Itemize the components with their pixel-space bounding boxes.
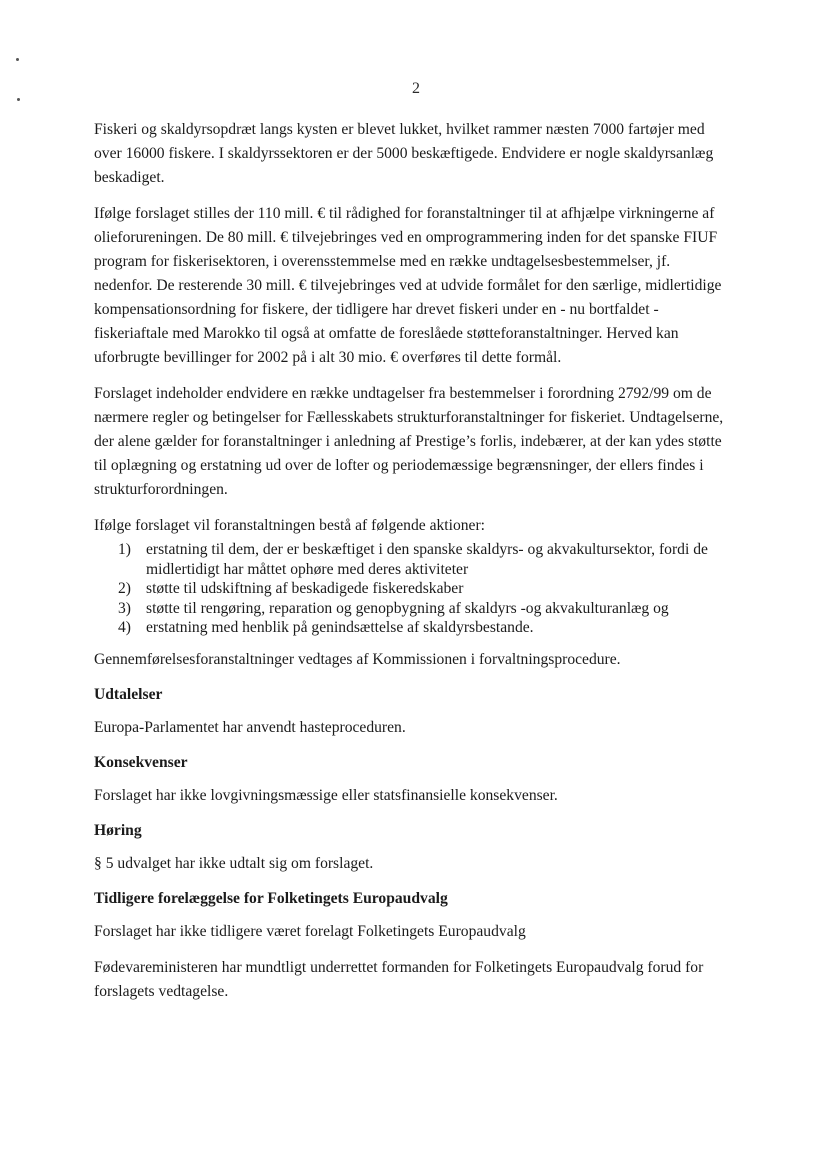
section-text-udtalelser: Europa-Parlamentet har anvendt hasteproceduren. xyxy=(94,718,406,736)
list-item-number: 4) xyxy=(118,619,131,636)
list-item xyxy=(94,540,730,579)
list-item-text: støtte til rengøring, reparation og genopbygning af skaldyrs -og akvakulturanlæg og xyxy=(146,599,669,617)
list-item xyxy=(94,579,730,599)
scan-speck xyxy=(17,98,20,101)
section-text-tidligere-1: Forslaget har ikke tidligere været forelagt Folketingets Europaudvalg xyxy=(94,922,526,940)
scan-speck xyxy=(16,58,19,61)
list-item-text: erstatning med henblik på genindsættelse af skaldyrsbestande. xyxy=(146,619,534,636)
section-text-tidligere-2: Fødevareministeren har mundtligt underrettet formanden for Folketingets Europaudvalg forud for forslagets vedtagelse. xyxy=(94,958,704,1000)
list-item xyxy=(94,618,730,638)
list-item-number: 2) xyxy=(118,580,131,597)
list-item-number: 3) xyxy=(118,599,131,617)
section-heading-konsekvenser: Konsekvenser xyxy=(94,753,188,771)
document-body xyxy=(94,118,730,1016)
paragraph-funding: Ifølge forslaget stilles der 110 mill. € til rådighed for foranstaltninger til at afhjælpe virkningerne af olieforureningen. De 80 mill. € tilvejebringes ved en omprogrammering inden for det spanske FIUF program for fiskerisektoren, i overensstemmelse med en række undtagelsesbestemmelser, jf. nedenfor. De resterende 30 mill. € tilvejebringes ved at udvide formålet for den særlige, midlertidige kompensationsordning for fiskere, der tidligere har drevet fiskeri under en - nu bortfaldet - fiskeriaftale med Marokko til også at omfatte de foreslåede støtteforanstaltninger. Herved kan uforbrugte bevillinger for 2002 på i alt 30 mio. € overføres til dette formål. xyxy=(94,205,722,366)
section-text-horing: § 5 udvalget har ikke udtalt sig om forslaget. xyxy=(94,854,374,872)
paragraph-actions-intro: Ifølge forslaget vil foranstaltningen bestå af følgende aktioner: xyxy=(94,517,486,534)
actions-list xyxy=(94,540,730,638)
section-heading-udtalelser: Udtalelser xyxy=(94,685,163,703)
list-item xyxy=(94,599,730,619)
list-item-number: 1) xyxy=(118,541,131,558)
section-text-konsekvenser: Forslaget har ikke lovgivningsmæssige eller statsfinansielle konsekvenser. xyxy=(94,786,558,804)
section-heading-horing: Høring xyxy=(94,821,142,839)
paragraph-fishing-closure: Fiskeri og skaldyrsopdræt langs kysten er blevet lukket, hvilket rammer næsten 7000 fartøjer med over 16000 fiskere. I skaldyrssektoren er der 5000 beskæftigede. Endvidere er nogle skaldyrsanlæg beskadiget. xyxy=(94,121,714,186)
page-number: 2 xyxy=(412,80,420,97)
paragraph-implementation: Gennemførelsesforanstaltninger vedtages af Kommissionen i forvaltningsprocedure. xyxy=(94,650,621,668)
paragraph-exemptions: Forslaget indeholder endvidere en række undtagelser fra bestemmelser i forordning 2792/99 om de nærmere regler og betingelser for Fællesskabets strukturforanstaltninger for fiskeriet. Undtagelserne, der alene gælder for foranstaltninger i anledning af Prestige’s forlis, indebærer, at der kan ydes støtte til oplægning og erstatning ud over de lofter og periodemæssige begrænsninger, der ellers findes i strukturforordningen. xyxy=(94,385,724,498)
list-item-text: støtte til udskiftning af beskadigede fiskeredskaber xyxy=(146,580,464,597)
list-item-text: erstatning til dem, der er beskæftiget i den spanske skaldyrs- og akvakultursektor, fordi de midlertidigt har måttet ophøre med deres aktiviteter xyxy=(146,541,708,578)
section-heading-tidligere: Tidligere forelæggelse for Folketingets Europaudvalg xyxy=(94,889,448,907)
